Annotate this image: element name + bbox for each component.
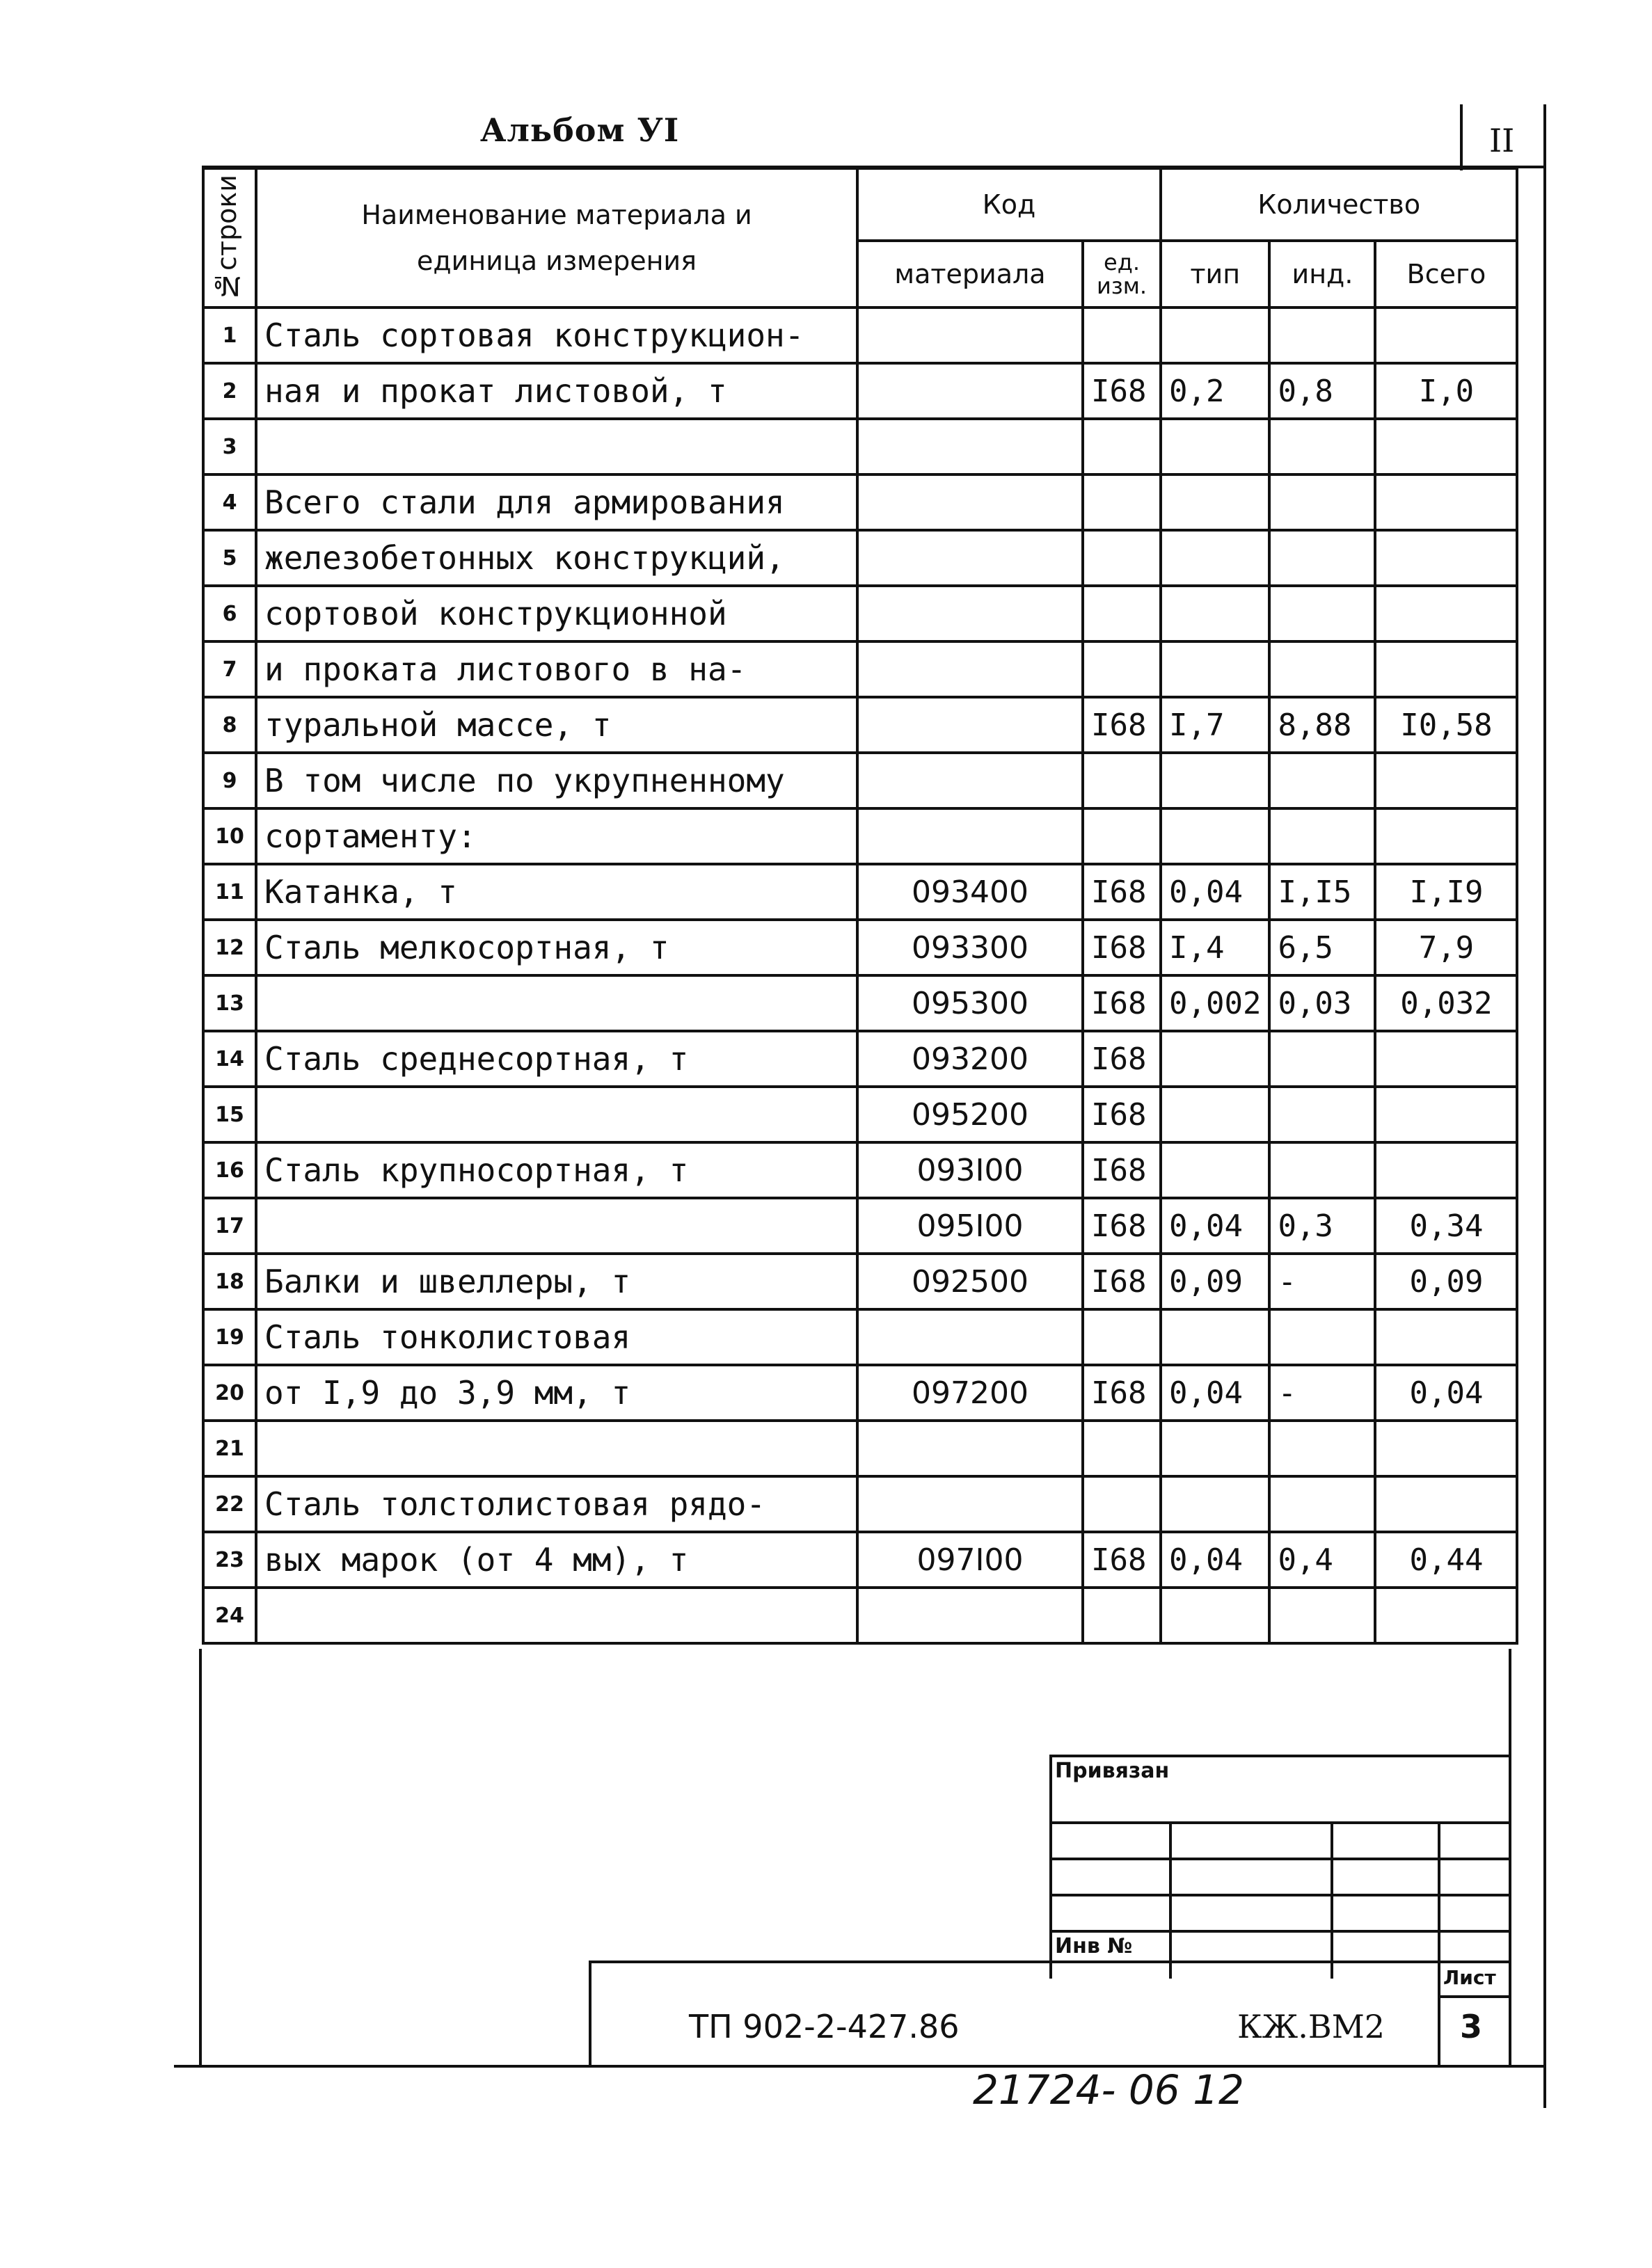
row-qty-typ xyxy=(1161,1588,1269,1643)
row-number: 12 xyxy=(203,920,256,975)
row-number: 6 xyxy=(203,586,256,641)
row-unit: I68 xyxy=(1083,1254,1161,1309)
stamp-line-top xyxy=(1049,1755,1510,1757)
sheet-label: Лист xyxy=(1443,1966,1496,1989)
stamp-col-3 xyxy=(1438,1821,1440,2065)
row-qty-typ xyxy=(1161,641,1269,697)
row-qty-typ xyxy=(1161,1421,1269,1476)
row-name xyxy=(256,419,857,474)
frame-line-left-top xyxy=(1460,104,1463,170)
row-name: вых марок (от 4 мм), т xyxy=(256,1532,857,1588)
row-qty-total xyxy=(1375,1031,1517,1087)
row-qty-ind: - xyxy=(1269,1365,1375,1421)
row-qty-ind xyxy=(1269,474,1375,530)
row-number: 14 xyxy=(203,1031,256,1087)
row-name: Всего стали для армирования xyxy=(256,474,857,530)
title-block-left xyxy=(589,1960,591,2066)
table-row xyxy=(203,474,1517,530)
row-code: 097200 xyxy=(857,1365,1083,1421)
row-number: 3 xyxy=(203,419,256,474)
row-code: 095200 xyxy=(857,1087,1083,1142)
row-unit xyxy=(1083,474,1161,530)
header-code-material: материала xyxy=(857,241,1083,308)
stamp-col-2 xyxy=(1331,1821,1333,1979)
row-qty-ind xyxy=(1269,1309,1375,1365)
row-number: 13 xyxy=(203,975,256,1031)
row-unit xyxy=(1083,586,1161,641)
row-name xyxy=(256,1421,857,1476)
header-row-no xyxy=(203,168,256,308)
row-qty-typ xyxy=(1161,1087,1269,1142)
doc-number: ТП 902-2-427.86 xyxy=(689,2008,960,2045)
table-row xyxy=(203,419,1517,474)
table-row xyxy=(203,641,1517,697)
row-qty-typ: 0,04 xyxy=(1161,1532,1269,1588)
row-name: и проката листового в на- xyxy=(256,641,857,697)
row-qty-typ: 0,04 xyxy=(1161,1198,1269,1254)
row-qty-total: 0,34 xyxy=(1375,1198,1517,1254)
header-code-unit: ед. изм. xyxy=(1083,241,1161,308)
table-row xyxy=(203,1365,1517,1421)
row-name: Сталь мелкосортная, т xyxy=(256,920,857,975)
table-row xyxy=(203,363,1517,419)
row-qty-typ: I,7 xyxy=(1161,697,1269,753)
row-name: Сталь крупносортная, т xyxy=(256,1142,857,1198)
stamp-line-3 xyxy=(1049,1894,1510,1896)
row-qty-total xyxy=(1375,1142,1517,1198)
row-number: 21 xyxy=(203,1421,256,1476)
row-code xyxy=(857,1476,1083,1532)
row-unit: I68 xyxy=(1083,975,1161,1031)
table-row xyxy=(203,1309,1517,1365)
row-qty-typ: 0,04 xyxy=(1161,1365,1269,1421)
row-unit xyxy=(1083,1588,1161,1643)
table-row xyxy=(203,308,1517,363)
row-qty-typ xyxy=(1161,1309,1269,1365)
row-qty-ind: 0,3 xyxy=(1269,1198,1375,1254)
row-name: Балки и швеллеры, т xyxy=(256,1254,857,1309)
row-code xyxy=(857,586,1083,641)
row-number: 19 xyxy=(203,1309,256,1365)
row-number: 5 xyxy=(203,530,256,586)
row-qty-total xyxy=(1375,530,1517,586)
table-row xyxy=(203,864,1517,920)
row-unit xyxy=(1083,1421,1161,1476)
header-qty-total: Всего xyxy=(1375,241,1517,308)
row-unit: I68 xyxy=(1083,1031,1161,1087)
table-row xyxy=(203,1532,1517,1588)
row-qty-ind xyxy=(1269,1087,1375,1142)
header-quantity: Количество xyxy=(1161,168,1517,241)
row-qty-typ xyxy=(1161,419,1269,474)
row-code xyxy=(857,808,1083,864)
row-name: Сталь сортовая конструкцион- xyxy=(256,308,857,363)
row-code: 097I00 xyxy=(857,1532,1083,1588)
row-number: 23 xyxy=(203,1532,256,1588)
row-qty-total: I,I9 xyxy=(1375,864,1517,920)
row-qty-total: 7,9 xyxy=(1375,920,1517,975)
row-qty-ind xyxy=(1269,419,1375,474)
row-qty-total xyxy=(1375,1588,1517,1643)
stamp-line-4 xyxy=(1049,1930,1510,1933)
row-qty-ind xyxy=(1269,530,1375,586)
row-qty-total: I0,58 xyxy=(1375,697,1517,753)
row-number: 9 xyxy=(203,753,256,808)
table-row xyxy=(203,1254,1517,1309)
row-qty-total xyxy=(1375,1421,1517,1476)
row-qty-typ xyxy=(1161,1142,1269,1198)
row-qty-typ xyxy=(1161,808,1269,864)
row-qty-typ: 0,04 xyxy=(1161,864,1269,920)
table-row xyxy=(203,586,1517,641)
row-name: ная и прокат листовой, т xyxy=(256,363,857,419)
album-title: Альбом УI xyxy=(480,111,680,149)
row-code: 093400 xyxy=(857,864,1083,920)
row-qty-total xyxy=(1375,474,1517,530)
header-qty-typ: тип xyxy=(1161,241,1269,308)
row-qty-typ: 0,002 xyxy=(1161,975,1269,1031)
row-unit xyxy=(1083,308,1161,363)
row-code: 093200 xyxy=(857,1031,1083,1087)
row-qty-ind: 0,03 xyxy=(1269,975,1375,1031)
row-unit xyxy=(1083,808,1161,864)
row-code xyxy=(857,1588,1083,1643)
stamp-col-1 xyxy=(1169,1821,1172,1979)
row-unit xyxy=(1083,1476,1161,1532)
row-qty-ind xyxy=(1269,1031,1375,1087)
frame-line-bottom xyxy=(174,2065,1545,2068)
row-qty-typ xyxy=(1161,753,1269,808)
sheet-number: II xyxy=(1489,122,1515,159)
table-row xyxy=(203,530,1517,586)
row-name: от I,9 до 3,9 мм, т xyxy=(256,1365,857,1421)
row-unit: I68 xyxy=(1083,920,1161,975)
row-code: 095300 xyxy=(857,975,1083,1031)
row-name xyxy=(256,975,857,1031)
row-qty-total: 0,44 xyxy=(1375,1532,1517,1588)
row-code xyxy=(857,530,1083,586)
row-no-label: №строки xyxy=(212,174,242,302)
row-name: Сталь тонколистовая xyxy=(256,1309,857,1365)
row-code xyxy=(857,308,1083,363)
table-row xyxy=(203,1588,1517,1643)
row-code: 093300 xyxy=(857,920,1083,975)
row-qty-ind xyxy=(1269,308,1375,363)
inv-label: Инв № xyxy=(1055,1934,1133,1958)
row-number: 15 xyxy=(203,1087,256,1142)
table-row xyxy=(203,808,1517,864)
table-row xyxy=(203,697,1517,753)
title-block-top xyxy=(590,1960,1510,1963)
row-qty-typ xyxy=(1161,586,1269,641)
row-code xyxy=(857,697,1083,753)
row-qty-total xyxy=(1375,753,1517,808)
row-unit: I68 xyxy=(1083,1142,1161,1198)
row-qty-typ xyxy=(1161,308,1269,363)
row-qty-typ: I,4 xyxy=(1161,920,1269,975)
row-name: сортаменту: xyxy=(256,808,857,864)
table-row xyxy=(203,1142,1517,1198)
row-number: 1 xyxy=(203,308,256,363)
row-unit: I68 xyxy=(1083,1365,1161,1421)
row-unit: I68 xyxy=(1083,697,1161,753)
row-name: туральной массе, т xyxy=(256,697,857,753)
row-name: железобетонных конструкций, xyxy=(256,530,857,586)
row-qty-ind xyxy=(1269,1142,1375,1198)
table-body xyxy=(203,308,1517,1643)
row-qty-ind: 0,8 xyxy=(1269,363,1375,419)
row-qty-total xyxy=(1375,586,1517,641)
row-name xyxy=(256,1198,857,1254)
row-qty-total: 0,032 xyxy=(1375,975,1517,1031)
row-name xyxy=(256,1588,857,1643)
row-code xyxy=(857,419,1083,474)
row-code: 095I00 xyxy=(857,1198,1083,1254)
row-number: 18 xyxy=(203,1254,256,1309)
row-unit xyxy=(1083,530,1161,586)
row-qty-total: 0,04 xyxy=(1375,1365,1517,1421)
table-row xyxy=(203,1476,1517,1532)
header-qty-ind: инд. xyxy=(1269,241,1375,308)
row-code: 092500 xyxy=(857,1254,1083,1309)
row-unit xyxy=(1083,641,1161,697)
row-qty-total xyxy=(1375,641,1517,697)
row-name: В том числе по укрупненному xyxy=(256,753,857,808)
row-number: 11 xyxy=(203,864,256,920)
row-qty-typ xyxy=(1161,530,1269,586)
row-code xyxy=(857,474,1083,530)
row-qty-typ xyxy=(1161,474,1269,530)
doc-code: КЖ.ВМ2 xyxy=(1237,2008,1385,2045)
row-number: 10 xyxy=(203,808,256,864)
row-number: 24 xyxy=(203,1588,256,1643)
row-number: 16 xyxy=(203,1142,256,1198)
row-qty-ind xyxy=(1269,1421,1375,1476)
sheet-label-line xyxy=(1438,1995,1510,1998)
table-row xyxy=(203,975,1517,1031)
row-number: 17 xyxy=(203,1198,256,1254)
row-unit xyxy=(1083,419,1161,474)
row-name: Сталь среднесортная, т xyxy=(256,1031,857,1087)
table-row xyxy=(203,753,1517,808)
frame-line-left xyxy=(199,1649,202,2068)
row-unit: I68 xyxy=(1083,864,1161,920)
row-qty-ind: 0,4 xyxy=(1269,1532,1375,1588)
stamp-line-2 xyxy=(1049,1858,1510,1860)
row-number: 2 xyxy=(203,363,256,419)
bound-label: Привязан xyxy=(1055,1759,1170,1783)
row-code xyxy=(857,1309,1083,1365)
row-qty-total: I,0 xyxy=(1375,363,1517,419)
table-row xyxy=(203,1031,1517,1087)
table-row xyxy=(203,1198,1517,1254)
row-qty-typ: 0,2 xyxy=(1161,363,1269,419)
header-code: Код xyxy=(857,168,1161,241)
row-qty-ind xyxy=(1269,808,1375,864)
sheet-value: 3 xyxy=(1460,2008,1483,2045)
row-unit xyxy=(1083,1309,1161,1365)
row-number: 4 xyxy=(203,474,256,530)
row-qty-ind: 8,88 xyxy=(1269,697,1375,753)
table-row xyxy=(203,1087,1517,1142)
header-name: Наименование материала и единица измерения xyxy=(256,168,857,308)
row-qty-ind: - xyxy=(1269,1254,1375,1309)
row-name: сортовой конструкционной xyxy=(256,586,857,641)
row-name: Сталь толстолистовая рядо- xyxy=(256,1476,857,1532)
row-qty-ind xyxy=(1269,1588,1375,1643)
row-qty-ind xyxy=(1269,586,1375,641)
row-qty-total xyxy=(1375,419,1517,474)
row-qty-ind: 6,5 xyxy=(1269,920,1375,975)
row-qty-typ xyxy=(1161,1476,1269,1532)
materials-table xyxy=(202,167,1518,1645)
row-qty-total xyxy=(1375,1087,1517,1142)
row-qty-total xyxy=(1375,308,1517,363)
row-qty-ind xyxy=(1269,641,1375,697)
table-row xyxy=(203,920,1517,975)
row-unit: I68 xyxy=(1083,1087,1161,1142)
table-row xyxy=(203,1421,1517,1476)
row-code xyxy=(857,363,1083,419)
row-name xyxy=(256,1087,857,1142)
frame-line-right xyxy=(1543,104,1546,2108)
handwritten-number: 21724- 06 12 xyxy=(973,2066,1244,2114)
row-code xyxy=(857,641,1083,697)
row-code: 093I00 xyxy=(857,1142,1083,1198)
row-qty-typ xyxy=(1161,1031,1269,1087)
row-unit: I68 xyxy=(1083,1198,1161,1254)
row-name: Катанка, т xyxy=(256,864,857,920)
row-qty-total xyxy=(1375,1309,1517,1365)
row-number: 7 xyxy=(203,641,256,697)
row-unit: I68 xyxy=(1083,1532,1161,1588)
stamp-line-1 xyxy=(1049,1821,1510,1824)
row-number: 20 xyxy=(203,1365,256,1421)
row-number: 8 xyxy=(203,697,256,753)
row-code xyxy=(857,753,1083,808)
row-qty-total: 0,09 xyxy=(1375,1254,1517,1309)
row-qty-total xyxy=(1375,1476,1517,1532)
row-number: 22 xyxy=(203,1476,256,1532)
row-qty-total xyxy=(1375,808,1517,864)
stamp-line-left xyxy=(1049,1755,1052,1979)
row-qty-ind: I,I5 xyxy=(1269,864,1375,920)
row-unit: I68 xyxy=(1083,363,1161,419)
row-qty-typ: 0,09 xyxy=(1161,1254,1269,1309)
row-qty-ind xyxy=(1269,753,1375,808)
row-code xyxy=(857,1421,1083,1476)
row-qty-ind xyxy=(1269,1476,1375,1532)
row-unit xyxy=(1083,753,1161,808)
